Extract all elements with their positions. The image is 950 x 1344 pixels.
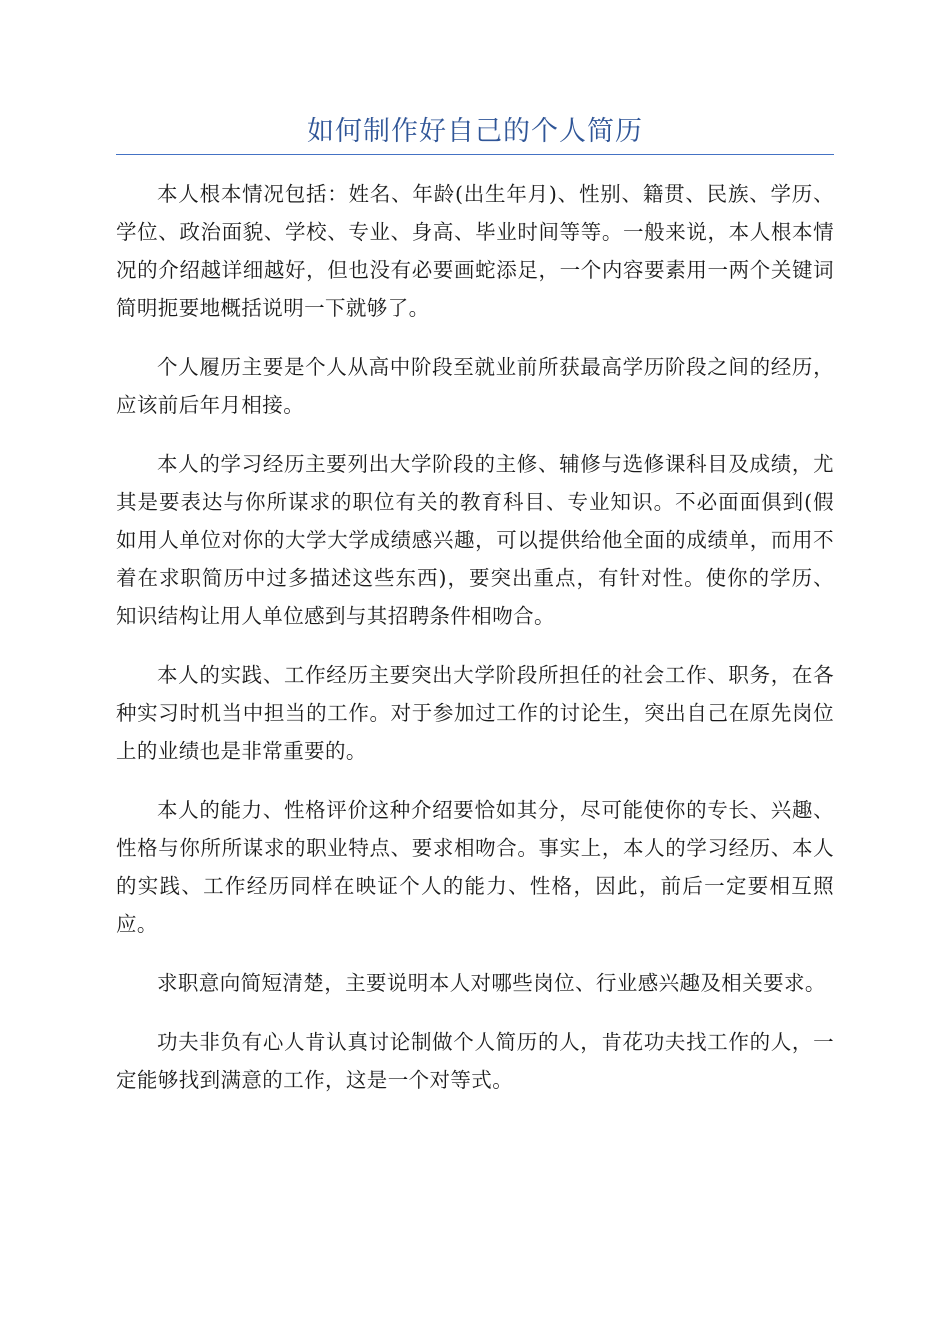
document-body — [116, 175, 834, 1120]
title-underline — [116, 154, 834, 155]
paragraph-conclusion: 功夫非负有心人肯认真讨论制做个人简历的人，肯花功夫找工作的人，一定能够找到满意的工作，这是一个对等式。 — [116, 1030, 834, 1092]
paragraph-ability-evaluation: 本人的能力、性格评价这种介绍要恰如其分，尽可能使你的专长、兴趣、性格与你所所谋求的职业特点、要求相吻合。事实上，本人的学习经历、本人的实践、工作经历同样在映证个人的能力、性格，因此，前后一定要相互照应。 — [116, 798, 834, 936]
document-title: 如何制作好自己的个人简历 — [307, 116, 643, 147]
paragraph-personal-history: 个人履历主要是个人从高中阶段至就业前所获最高学历阶段之间的经历，应该前后年月相接。 — [116, 355, 834, 417]
paragraph-basic-info: 本人根本情况包括：姓名、年龄(出生年月)、性别、籍贯、民族、学历、学位、政治面貌、学校、专业、身高、毕业时间等等。一般来说，本人根本情况的介绍越详细越好，但也没有必要画蛇添足，一个内容要素用一两个关键词简明扼要地概括说明一下就够了。 — [116, 182, 834, 320]
paragraph-study-experience: 本人的学习经历主要列出大学阶段的主修、辅修与选修课科目及成绩，尤其是要表达与你所谋求的职位有关的教育科目、专业知识。不必面面俱到(假如用人单位对你的大学大学成绩感兴趣，可以提供给他全面的成绩单，而用不着在求职简历中过多描述这些东西)，要突出重点，有针对性。使你的学历、知识结构让用人单位感到与其招聘条件相吻合。 — [116, 452, 834, 628]
paragraph-job-intention: 求职意向简短清楚，主要说明本人对哪些岗位、行业感兴趣及相关要求。 — [157, 971, 826, 995]
paragraph-work-experience: 本人的实践、工作经历主要突出大学阶段所担任的社会工作、职务，在各种实习时机当中担当的工作。对于参加过工作的讨论生，突出自己在原先岗位上的业绩也是非常重要的。 — [116, 663, 834, 763]
